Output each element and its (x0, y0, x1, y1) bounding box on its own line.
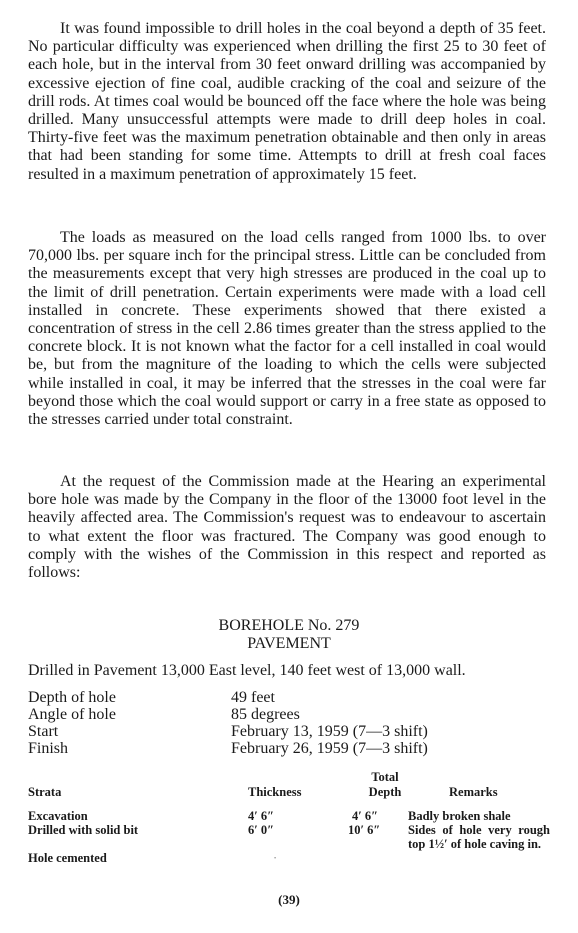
table-cell-thickness: 6′ 0″ (248, 823, 275, 837)
borehole-subtitle: PAVEMENT (247, 635, 331, 652)
table-header-remarks: Remarks (449, 785, 498, 799)
table-cell-thickness: · (273, 851, 278, 865)
table-header-total: Total (371, 770, 399, 784)
info-label-depth: Depth of hole (28, 689, 116, 706)
table-cell-depth: 10′ 6″ (348, 823, 381, 837)
table-cell-strata: Excavation (28, 809, 88, 823)
table-header-depth: Depth (368, 785, 402, 799)
paragraph-bore-hole-request: At the request of the Commission made at the Hearing an experimental bore hole was made by the Company in the floor of the 13000 foot level in the heavily affected area. The Commission's request was to endeavour to ascertain to what extent the floor was fractured. The Company was good enough to comply with the wishes of the Commission in this respect and reported as follows: (28, 473, 546, 582)
table-header-strata: Strata (28, 785, 62, 799)
info-value-start: February 13, 1959 (7—3 shift) (231, 723, 428, 740)
table-cell-remarks: Badly broken shale (408, 809, 511, 823)
borehole-location: Drilled in Pavement 13,000 East level, 140 feet west of 13,000 wall. (28, 662, 466, 679)
info-value-depth: 49 feet (231, 689, 275, 706)
info-value-angle: 85 degrees (231, 706, 300, 723)
table-cell-thickness: 4′ 6″ (248, 809, 275, 823)
paragraph-load-cells: The loads as measured on the load cells ranged from 1000 lbs. to over 70,000 lbs. per square inch for the principal stress. Little can be concluded from the measurements except that very high stresses are produced in the coal up to the limit of drill penetration. Certain experiments were made with a load cell installed in concrete. These experiments showed that there existed a concentration of stress in the cell 2.86 times greater than the stress applied to the concrete block. It is not known what the factor for a cell installed in coal would be, but from the magniture of the loading to which the cells were subjected while installed in coal, it may be inferred that the stresses in the coal were far beyond those which the coal would support or carry in a free state as opposed to the stresses carried under total constraint. (28, 229, 546, 429)
info-label-start: Start (28, 723, 59, 740)
borehole-title: BOREHOLE No. 279 (218, 617, 360, 634)
table-cell-strata: Drilled with solid bit (28, 823, 139, 837)
info-label-finish: Finish (28, 740, 69, 757)
table-header-thickness: Thickness (248, 785, 302, 799)
table-cell-depth: 4′ 6″ (352, 809, 379, 823)
info-label-angle: Angle of hole (28, 706, 116, 723)
table-cell-remarks: Sides of hole very rough top 1½′ of hole caving in. (408, 823, 550, 851)
page-number: (39) (278, 892, 300, 907)
info-value-finish: February 26, 1959 (7—3 shift) (231, 740, 428, 757)
table-cell-strata: Hole cemented (28, 851, 107, 865)
paragraph-drilling: It was found impossible to drill holes in the coal beyond a depth of 35 feet. No particular difficulty was experienced when drilling the first 25 to 30 feet of each hole, but in the interval from 30 feet onward drilling was accompanied by excessive ejection of fine coal, audible cracking of the coal and seizure of the drill rods. At times coal would be bounced off the face where the hole was being drilled. Many unsuccessful attempts were made to drill deep holes in coal. Thirty-five feet was the maximum penetration obtainable and then only in areas that had been standing for some time. Attempts to drill at fresh coal faces resulted in a maximum penetration of approximately 15 feet. (28, 20, 546, 183)
